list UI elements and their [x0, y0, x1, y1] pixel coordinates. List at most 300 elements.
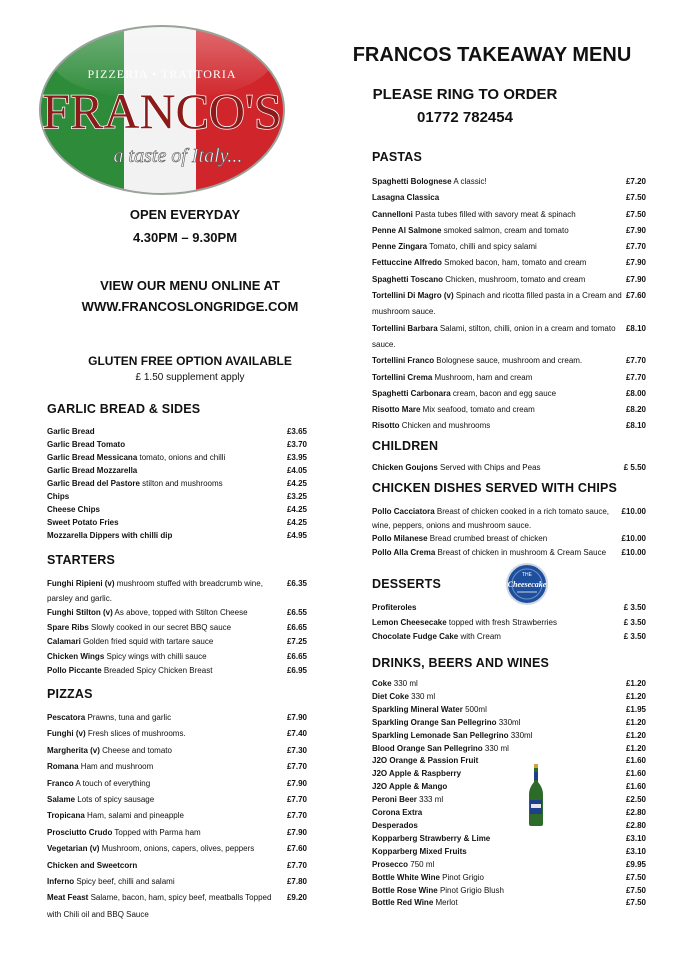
- menu-item-name: Sparkling Mineral Water: [372, 704, 463, 714]
- menu-item-text: [47, 621, 287, 636]
- menu-item: [47, 451, 307, 464]
- menu-item-price: £1.60: [625, 769, 646, 779]
- menu-item-name: Fettuccine Alfredo: [372, 258, 442, 268]
- menu-item-price: £7.90: [286, 778, 307, 788]
- menu-item-price: £7.60: [286, 844, 307, 854]
- menu-item-name: Corona Extra: [372, 808, 423, 818]
- menu-item-text: [47, 635, 287, 650]
- menu-item-text: [372, 717, 626, 730]
- menu-item-name: Chocolate Fudge Cake: [372, 632, 459, 641]
- menu-item-name: Spare Ribs: [47, 622, 89, 632]
- menu-item: [372, 846, 646, 859]
- menu-item: [47, 664, 307, 679]
- menu-item: [372, 833, 646, 846]
- menu-item-text: [372, 691, 626, 704]
- menu-item-name: Chicken Wings: [47, 651, 105, 661]
- menu-item-text: [47, 490, 287, 503]
- menu-item-description: tomato, onions and chilli: [137, 453, 226, 462]
- menu-item: [372, 418, 646, 434]
- menu-item-description: As above, topped with Stilton Cheese: [112, 608, 248, 617]
- menu-item-text: [372, 255, 626, 271]
- menu-item-description: Spinach and ricotta filled pasta in a Cream and mushroom sauce.: [372, 291, 622, 317]
- menu-item: [47, 726, 307, 742]
- menu-item-price: £7.20: [625, 177, 646, 186]
- menu-item-description: Breast of chicken in mushroom & Cream Sauce: [435, 548, 607, 558]
- menu-item-text: [47, 577, 287, 606]
- menu-item-price: £7.80: [286, 877, 307, 887]
- menu-item-text: [372, 743, 626, 756]
- menu-item-text: [372, 768, 626, 781]
- menu-item-name: Prosecco: [372, 859, 409, 869]
- menu-item-price: £2.80: [625, 808, 646, 818]
- menu-item-price: £3.95: [286, 453, 307, 462]
- pastas-section-title: PASTAS: [372, 150, 423, 164]
- menu-item-text: [372, 546, 622, 560]
- ring-to-order: PLEASE RING TO ORDER: [372, 86, 558, 103]
- menu-item-description: with Cream: [458, 632, 501, 641]
- menu-item: [372, 872, 646, 885]
- menu-item-text: [372, 897, 626, 910]
- menu-title: FRANCOS TAKEAWAY MENU: [352, 44, 632, 66]
- menu-item-text: [372, 807, 626, 820]
- menu-item-name: Tortellini Di Magro (v): [372, 291, 454, 301]
- menu-item: [372, 794, 646, 807]
- menu-item: [47, 776, 307, 792]
- menu-item-name: Garlic Bread Mozzarella: [47, 466, 138, 475]
- menu-item: [47, 858, 307, 874]
- menu-item-name: Funghi Stilton (v): [47, 608, 113, 617]
- menu-item-description: Bolognese sauce, mushroom and cream.: [434, 356, 583, 366]
- menu-item: [47, 464, 307, 477]
- menu-item-price: £1.60: [625, 782, 646, 792]
- menu-item-description: Mix seafood, tomato and cream: [420, 405, 535, 415]
- starters-list: [47, 577, 307, 679]
- menu-item-price: £7.30: [286, 745, 307, 755]
- menu-item-name: Bottle White Wine: [372, 872, 440, 882]
- menu-item-price: £ 5.50: [623, 463, 646, 472]
- opening-hours: 4.30PM – 9.30PM: [132, 230, 238, 245]
- menu-item-price: £7.70: [286, 795, 307, 805]
- menu-item-description: Cheese and tomato: [99, 745, 172, 755]
- menu-item-text: [372, 872, 626, 885]
- menu-item-description: Tomato, chilli and spicy salami: [427, 242, 537, 252]
- menu-item-price: £6.65: [286, 622, 307, 632]
- menu-item-text: [372, 418, 626, 434]
- menu-item-name: Bottle Rose Wine: [372, 885, 438, 895]
- menu-item: [372, 505, 646, 532]
- logo-top-text: PIZZERIA • TRATTORIA: [87, 67, 237, 81]
- menu-item-text: [372, 885, 626, 898]
- menu-item-text: [372, 630, 624, 645]
- menu-item-name: Tortellini Franco: [372, 356, 435, 366]
- menu-item-description: Spicy wings with chilli sauce: [104, 651, 207, 661]
- menu-item-text: [47, 776, 287, 792]
- drinks-section-title: DRINKS, BEERS AND WINES: [372, 656, 550, 670]
- garlic-section-title: GARLIC BREAD & SIDES: [47, 402, 201, 416]
- menu-item: [47, 516, 307, 529]
- menu-item-text: [372, 781, 626, 794]
- menu-item-text: [372, 704, 626, 717]
- menu-item-price: £1.20: [625, 717, 646, 727]
- menu-item-text: [372, 174, 626, 190]
- menu-item: [372, 532, 646, 546]
- menu-item-text: [372, 223, 626, 239]
- menu-item-text: [372, 616, 624, 631]
- menu-item-name: Funghi (v): [47, 729, 86, 739]
- menu-item-price: £7.90: [625, 258, 646, 268]
- menu-item-description: Served with Chips and Peas: [437, 463, 541, 472]
- menu-item-text: [372, 386, 626, 402]
- menu-item-text: [47, 743, 287, 759]
- desserts-list: [372, 601, 646, 645]
- menu-item-price: £3.65: [286, 427, 307, 436]
- menu-item-description: 500ml: [462, 704, 487, 714]
- menu-item-price: £7.70: [286, 860, 307, 870]
- menu-item-text: [372, 755, 626, 768]
- menu-item-price: £1.20: [625, 730, 646, 740]
- menu-item-description: Ham and mushroom: [78, 762, 154, 772]
- menu-item-name: Risotto Mare: [372, 405, 421, 415]
- menu-item-description: Ham, salami and pineapple: [84, 811, 184, 821]
- menu-item-name: Sweet Potato Fries: [47, 518, 119, 527]
- menu-item-name: J2O Apple & Mango: [372, 782, 448, 792]
- menu-item: [372, 820, 646, 833]
- logo-graphic: [28, 20, 296, 200]
- menu-item-description: Fresh slices of mushrooms.: [85, 729, 186, 739]
- menu-item-description: Pinot Grigio: [439, 872, 484, 882]
- menu-item-price: £8.10: [625, 323, 646, 333]
- logo-tagline: a taste of Italy...: [113, 145, 243, 167]
- open-everyday-heading: OPEN EVERYDAY: [129, 207, 241, 222]
- menu-item-name: Vegetarian (v): [47, 844, 100, 854]
- menu-item-description: Topped with Parma ham: [112, 827, 201, 837]
- menu-item-price: £3.10: [625, 833, 646, 843]
- menu-item-description: Mushroom, onions, capers, olives, peppers: [99, 844, 255, 854]
- menu-item: [372, 190, 646, 206]
- menu-item: [372, 781, 646, 794]
- pizzas-section-title: PIZZAS: [47, 687, 93, 701]
- menu-item-text: [47, 874, 287, 890]
- menu-item-name: Diet Coke: [372, 691, 409, 701]
- menu-item-price: £ 3.50: [623, 617, 646, 627]
- menu-item: [47, 825, 307, 841]
- menu-item-name: J2O Apple & Raspberry: [372, 769, 462, 779]
- menu-item-text: [372, 190, 626, 206]
- menu-item-name: Penne Zingara: [372, 242, 428, 252]
- menu-item-name: Chicken and Sweetcorn: [47, 860, 138, 870]
- menu-item-price: £ 3.50: [623, 603, 646, 612]
- menu-item-description: 750 ml: [408, 859, 435, 869]
- menu-item-price: £7.70: [625, 242, 646, 252]
- desserts-section-title: DESSERTS: [372, 577, 441, 591]
- menu-item-description: 330 ml: [482, 743, 509, 753]
- menu-item-description: Pinot Grigio Blush: [437, 885, 504, 895]
- menu-item-name: Prosciutto Crudo: [47, 827, 113, 837]
- menu-item-name: Pollo Alla Crema: [372, 548, 436, 558]
- menu-item-text: [372, 794, 626, 807]
- menu-item-description: Pasta tubes filled with savory meat & spinach: [412, 209, 576, 219]
- starters-section-title: STARTERS: [47, 553, 116, 567]
- menu-item-price: £ 3.50: [623, 632, 646, 641]
- menu-item-name: Kopparberg Mixed Fruits: [372, 846, 467, 856]
- menu-item-price: £1.20: [625, 691, 646, 701]
- menu-item: [372, 678, 646, 691]
- drinks-list: [372, 678, 646, 910]
- menu-item-text: [47, 650, 287, 665]
- menu-item-description: Slowly cooked in our secret BBQ sauce: [88, 622, 232, 632]
- menu-item-text: [372, 532, 622, 546]
- menu-item-price: £3.10: [625, 846, 646, 856]
- cheesecake-badge: [505, 562, 549, 606]
- menu-item-text: [372, 207, 626, 223]
- menu-item-price: £7.70: [625, 372, 646, 382]
- menu-item-description: topped with fresh Strawberries: [446, 617, 557, 627]
- menu-item-price: £6.95: [286, 666, 307, 675]
- menu-item-description: smoked salmon, cream and tomato: [441, 225, 569, 235]
- menu-item-name: Cheese Chips: [47, 505, 100, 514]
- menu-item-name: Sparkling Orange San Pellegrino: [372, 717, 497, 727]
- garlic-list: [47, 425, 307, 542]
- menu-item: [47, 792, 307, 808]
- menu-item-price: £9.95: [625, 859, 646, 869]
- menu-item-description: 330 ml: [391, 679, 418, 688]
- menu-item-name: Inferno: [47, 877, 75, 887]
- menu-item-price: £4.25: [286, 518, 307, 527]
- menu-item-description: Salami, stilton, chilli, onion in a cream and tomato sauce.: [372, 323, 616, 349]
- menu-item-text: [372, 353, 626, 369]
- menu-item-name: Franco: [47, 778, 74, 788]
- menu-item-name: Garlic Bread: [47, 427, 95, 436]
- menu-item-name: Tortellini Crema: [372, 372, 433, 382]
- menu-item: [372, 691, 646, 704]
- menu-item-name: Pollo Milanese: [372, 534, 428, 544]
- menu-item-price: £7.70: [286, 762, 307, 772]
- menu-item-price: £1.95: [625, 704, 646, 714]
- menu-item-price: £8.10: [625, 421, 646, 431]
- menu-item-text: [47, 759, 287, 775]
- menu-item-name: Peroni Beer: [372, 795, 417, 805]
- menu-item-name: Tropicana: [47, 811, 85, 821]
- menu-item: [47, 890, 307, 923]
- menu-item: [372, 386, 646, 402]
- menu-item: [372, 630, 646, 645]
- menu-item: [372, 402, 646, 418]
- menu-item: [372, 461, 646, 475]
- menu-item-text: [372, 505, 622, 532]
- menu-item-price: £2.80: [625, 820, 646, 830]
- menu-item-name: Coke: [372, 679, 392, 688]
- menu-item-price: £7.50: [625, 193, 646, 203]
- menu-item-name: Chips: [47, 492, 70, 501]
- menu-item-text: [372, 678, 626, 691]
- chicken-list: [372, 505, 646, 560]
- menu-item-text: [372, 833, 626, 846]
- menu-item-text: [47, 464, 287, 477]
- menu-item-price: £7.50: [625, 872, 646, 882]
- menu-item: [47, 841, 307, 857]
- logo-name: FRANCO'S: [42, 83, 282, 139]
- menu-item: [372, 223, 646, 239]
- menu-item-description: Chicken, mushroom, tomato and cream: [442, 274, 586, 284]
- menu-item-name: Margherita (v): [47, 745, 100, 755]
- menu-item-text: [47, 529, 287, 542]
- menu-item: [372, 353, 646, 369]
- menu-item-price: £8.20: [625, 405, 646, 415]
- menu-item: [47, 503, 307, 516]
- menu-item: [372, 807, 646, 820]
- phone-number: 01772 782454: [417, 109, 513, 126]
- menu-item-name: Pollo Piccante: [47, 666, 102, 675]
- menu-item-description: mushroom stuffed with breadcrumb wine, parsley and garlic.: [47, 579, 263, 603]
- menu-item-price: £10.00: [621, 507, 646, 516]
- menu-item-text: [47, 451, 287, 464]
- menu-item-description: Chicken and mushrooms: [399, 421, 491, 431]
- menu-item: [47, 808, 307, 824]
- menu-item: [47, 425, 307, 438]
- menu-item: [372, 616, 646, 631]
- menu-item-price: £7.50: [625, 885, 646, 895]
- website-url: WWW.FRANCOSLONGRIDGE.COM: [81, 299, 299, 314]
- menu-item-description: A touch of everything: [73, 778, 151, 788]
- menu-item-price: £7.70: [625, 356, 646, 366]
- menu-item-name: Risotto: [372, 421, 400, 431]
- menu-item: [372, 768, 646, 781]
- menu-item: [372, 255, 646, 271]
- menu-item-price: £10.00: [621, 534, 646, 544]
- children-list: [372, 461, 646, 475]
- menu-item-price: £1.60: [625, 756, 646, 766]
- menu-item-description: Merlot: [433, 898, 458, 908]
- menu-item-text: [47, 710, 287, 726]
- menu-item: [47, 743, 307, 759]
- menu-item: [47, 650, 307, 665]
- menu-item-text: [372, 370, 626, 386]
- menu-item-text: [372, 272, 626, 288]
- menu-item-text: [47, 477, 287, 490]
- menu-item: [372, 370, 646, 386]
- menu-item-price: £4.25: [286, 479, 307, 488]
- menu-item-text: [47, 825, 287, 841]
- menu-item-text: [372, 820, 626, 833]
- menu-item: [372, 207, 646, 223]
- menu-item-price: £6.55: [286, 608, 307, 617]
- menu-item-price: £9.20: [286, 893, 307, 903]
- menu-item: [372, 859, 646, 872]
- menu-item-price: £7.90: [286, 713, 307, 722]
- menu-item-description: Breast of chicken cooked in a rich tomato sauce, wine, peppers, onions and mushroom sauce.: [372, 507, 609, 530]
- menu-item-text: [47, 726, 287, 742]
- menu-item-name: Funghi Ripieni (v): [47, 579, 115, 588]
- menu-item-price: £7.40: [286, 729, 307, 739]
- badge-small-text: THE: [522, 572, 532, 578]
- menu-item-price: £7.60: [625, 291, 646, 301]
- menu-item-name: Salame: [47, 795, 76, 805]
- menu-item-price: £7.25: [286, 637, 307, 646]
- menu-item: [372, 730, 646, 743]
- menu-item-description: 330 ml: [408, 691, 436, 701]
- menu-item-price: £3.70: [286, 440, 307, 449]
- menu-item-name: Spaghetti Toscano: [372, 274, 443, 284]
- menu-item: [47, 874, 307, 890]
- menu-item-description: Prawns, tuna and garlic: [85, 713, 172, 722]
- chicken-section-title: CHICKEN DISHES SERVED WITH CHIPS: [372, 481, 618, 495]
- menu-item-price: £7.70: [286, 811, 307, 821]
- pastas-list: [372, 174, 646, 435]
- menu-item-name: Profiteroles: [372, 603, 417, 612]
- menu-item: [47, 490, 307, 503]
- menu-item-price: £7.90: [625, 274, 646, 284]
- menu-item-text: [47, 606, 287, 621]
- menu-item-price: £2.50: [625, 795, 646, 805]
- menu-item-description: cream, bacon and egg sauce: [450, 388, 557, 398]
- menu-item-text: [47, 438, 287, 451]
- menu-item: [47, 759, 307, 775]
- menu-item: [47, 621, 307, 636]
- menu-item-price: £4.25: [286, 505, 307, 514]
- children-section-title: CHILDREN: [372, 439, 439, 453]
- menu-item-text: [47, 664, 287, 679]
- menu-item-name: Sparkling Lemonade San Pellegrino: [372, 730, 509, 740]
- menu-item-description: Smoked bacon, ham, tomato and cream: [441, 258, 587, 268]
- menu-item-price: £4.95: [286, 531, 307, 540]
- menu-item-price: £6.35: [286, 579, 307, 588]
- menu-item-text: [47, 841, 287, 857]
- francos-logo: [28, 20, 296, 200]
- menu-item: [372, 897, 646, 910]
- menu-item-price: £6.65: [286, 651, 307, 661]
- menu-item: [372, 743, 646, 756]
- menu-item-name: Chicken Goujons: [372, 463, 438, 472]
- menu-item-description: 333 ml: [416, 795, 444, 805]
- menu-item-description: 330ml: [496, 717, 521, 727]
- menu-item-price: £1.20: [625, 679, 646, 688]
- menu-item-price: £7.50: [625, 898, 646, 908]
- menu-item-name: Spaghetti Carbonara: [372, 388, 451, 398]
- menu-item-price: £7.90: [625, 225, 646, 235]
- menu-item-description: Spicy beef, chilli and salami: [74, 877, 175, 887]
- badge-text: Cheesecake: [507, 580, 547, 589]
- menu-item-name: Calamari: [47, 637, 81, 646]
- gluten-free-supplement: £ 1.50 supplement apply: [135, 372, 245, 383]
- menu-item: [47, 635, 307, 650]
- menu-item-price: £8.00: [625, 388, 646, 398]
- menu-item-text: [372, 288, 626, 321]
- menu-item: [372, 288, 646, 321]
- menu-item-text: [372, 730, 626, 743]
- menu-item-description: Breaded Spicy Chicken Breast: [101, 666, 213, 675]
- menu-item-text: [372, 239, 626, 255]
- menu-item-name: Pollo Cacciatora: [372, 507, 435, 516]
- menu-item: [372, 174, 646, 190]
- menu-item-name: Penne Al Salmone: [372, 225, 442, 235]
- menu-item-price: £7.90: [286, 827, 307, 837]
- menu-item-description: A classic!: [451, 177, 487, 186]
- menu-item-name: Lemon Cheesecake: [372, 617, 447, 627]
- menu-item: [372, 272, 646, 288]
- menu-item-description: Salame, bacon, ham, spicy beef, meatballs Topped with Chili oil and BBQ Sauce: [47, 893, 272, 919]
- menu-item-name: Lasagna Classica: [372, 193, 440, 203]
- menu-item-name: Kopparberg Strawberry & Lime: [372, 833, 491, 843]
- menu-item: [47, 477, 307, 490]
- menu-item-name: J2O Orange & Passion Fruit: [372, 756, 479, 766]
- menu-item-text: [47, 516, 287, 529]
- menu-item-name: Romana: [47, 762, 79, 772]
- menu-item-name: Garlic Bread Messicana: [47, 453, 138, 462]
- menu-item: [47, 577, 307, 606]
- menu-item-description: Bread crumbed breast of chicken: [427, 534, 548, 544]
- menu-item-description: stilton and mushrooms: [139, 479, 223, 488]
- menu-item-price: £10.00: [621, 548, 646, 558]
